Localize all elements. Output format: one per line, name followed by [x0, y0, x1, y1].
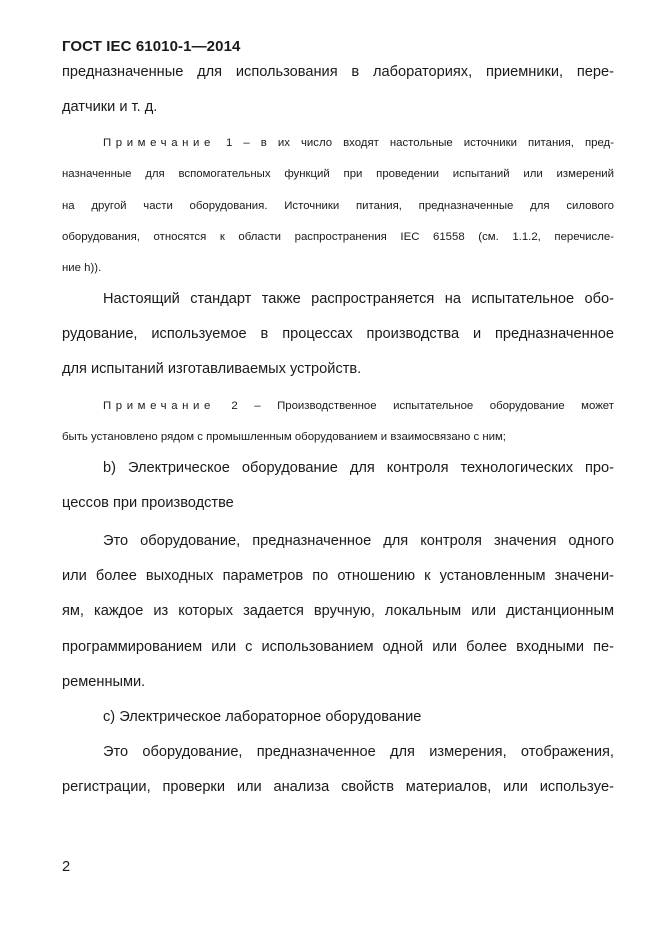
note-line: оборудования, относятся к области распространения IEC 61558 (см. 1.1.2, перечисле- [62, 231, 614, 243]
body-line: цессов при производстве [62, 495, 234, 511]
note-number: 1 [225, 137, 233, 149]
body-line: Настоящий стандарт также распространяется на испытательное обо- [103, 291, 614, 307]
body-line: датчики и т. д. [62, 99, 158, 115]
body-line: программированием или с использованием одной или более входными пе- [62, 639, 614, 655]
note-line: быть установлено рядом с промышленным оборудованием и взаимосвязано с ним; [62, 431, 506, 443]
body-line: Это оборудование, предназначенное для измерения, отображения, [103, 744, 614, 760]
note-line [103, 400, 614, 412]
note-text: в их число входят настольные источники питания, пред- [260, 137, 614, 149]
body-line: ременными. [62, 674, 146, 690]
note-dash: – [243, 137, 250, 149]
note-label: Примечание [103, 400, 215, 412]
note-line [103, 137, 614, 149]
note-line: ние h)). [62, 262, 102, 274]
body-line: c) Электрическое лабораторное оборудование [103, 709, 422, 725]
document-header: ГОСТ IEC 61010-1—2014 [62, 38, 241, 55]
note-line: на другой части оборудования. Источники питания, предназначенные для силового [62, 200, 614, 212]
body-line: предназначенные для использования в лабораториях, приемники, пере- [62, 64, 614, 80]
body-line: Это оборудование, предназначенное для контроля значения одного [103, 533, 614, 549]
body-line: или более выходных параметров по отношению к установленным значени- [62, 568, 614, 584]
body-line: регистрации, проверки или анализа свойств материалов, или использye- [62, 779, 614, 795]
page-number: 2 [62, 859, 71, 875]
note-dash: – [254, 400, 261, 412]
note-line: назначенные для вспомогательных функций при проведении испытаний или измерений [62, 168, 614, 180]
note-text: Производственное испытательное оборудование может [277, 400, 614, 412]
note-number: 2 [231, 400, 238, 412]
note-label: Примечание [103, 137, 215, 149]
body-line: рудование, используемое в процессах производства и предназначенное [62, 326, 614, 342]
body-line: для испытаний изготавливаемых устройств. [62, 361, 362, 377]
body-line: ям, каждое из которых задается вручную, локальным или дистанционным [62, 603, 614, 619]
body-line: b) Электрическое оборудование для контроля технологических про- [103, 460, 614, 476]
